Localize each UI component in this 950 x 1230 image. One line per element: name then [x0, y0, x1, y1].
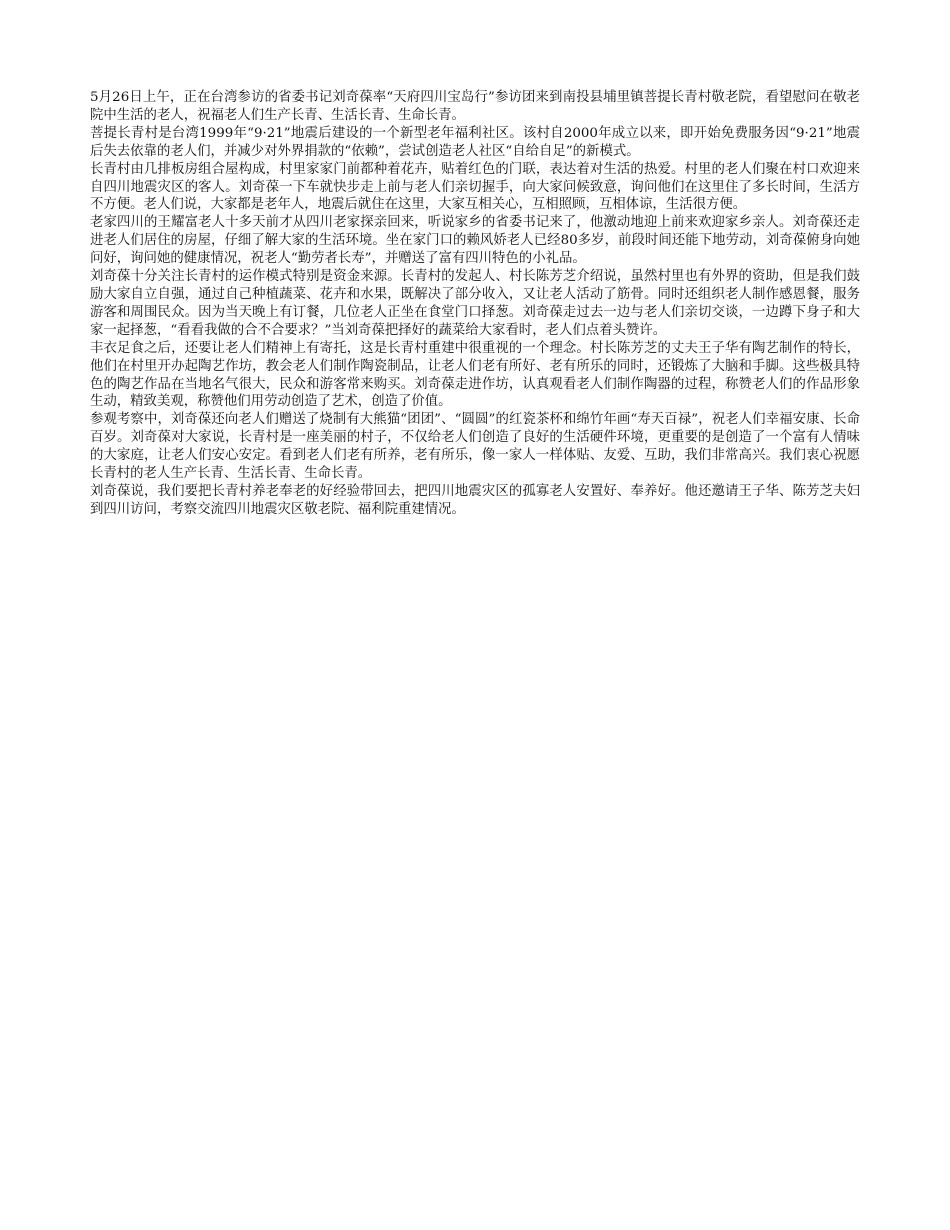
paragraph-5: 刘奇葆十分关注长青村的运作模式特别是资金来源。长青村的发起人、村长陈芳芝介绍说，虽然村里也有外界的资助，但是我们鼓励大家自立自强，通过自己种植蔬菜、花卉和水果，既解决了部分收入，又让老人活动了筋骨。同时还组织老人制作感恩餐，服务游客和周围民众。因为当天晚上有订餐，几位老人正坐在食堂门口择葱。刘奇葆走过去一边与老人们亲切交谈，一边蹲下身子和大家一起择葱，“看看我做的合不合要求？”当刘奇葆把择好的蔬菜给大家看时，老人们点着头赞许。 — [90, 269, 860, 338]
paragraph-4: 老家四川的王耀富老人十多天前才从四川老家探亲回来，听说家乡的省委书记来了，他激动地迎上前来欢迎家乡亲人。刘奇葆还走进老人们居住的房屋，仔细了解大家的生活环境。坐在家门口的赖风娇老人已经80多岁，前段时间还能下地劳动，刘奇葆俯身向她问好，询问她的健康情况，祝老人“勤劳者长寿”，并赠送了富有四川特色的小礼品。 — [90, 215, 860, 267]
paragraph-1: 5月26日上午，正在台湾参访的省委书记刘奇葆率“天府四川宝岛行”参访团来到南投县埔里镇菩提长青村敬老院，看望慰问在敬老院中生活的老人，祝福老人们生产长青、生活长青、生命长青。 — [90, 90, 860, 123]
paragraph-3: 长青村由几排板房组合屋构成，村里家家门前都种着花卉，贴着红色的门联，表达着对生活的热爱。村里的老人们聚在村口欢迎来自四川地震灾区的客人。刘奇葆一下车就快步走上前与老人们亲切握手，向大家问候致意，询问他们在这里住了多长时间，生活方不方便。老人们说，大家都是老年人，地震后就住在这里，大家互相关心，互相照顾，互相体谅，生活很方便。 — [90, 161, 860, 213]
paragraph-8: 刘奇葆说，我们要把长青村养老奉老的好经验带回去，把四川地震灾区的孤寡老人安置好、奉养好。他还邀请王子华、陈芳芝夫妇到四川访问，考察交流四川地震灾区敬老院、福利院重建情况。 — [90, 483, 860, 517]
paragraph-7: 参观考察中，刘奇葆还向老人们赠送了烧制有大熊猫“团团”、“圆圆”的红瓷茶杯和绵竹年画“寿天百禄”，祝老人们幸福安康、长命百岁。刘奇葆对大家说，长青村是一座美丽的村子，不仅给老人们创造了良好的生活硬件环境，更重要的是创造了一个富有人情味的大家庭，让老人们安心安定。看到老人们老有所养，老有所乐，像一家人一样体贴、友爱、互助，我们非常高兴。我们衷心祝愿长青村的老人生产长青、生活长青、生命长青。 — [90, 412, 860, 482]
paragraph-2: 菩提长青村是台湾1999年“9·21”地震后建设的一个新型老年福利社区。该村自2000年成立以来，即开始免费服务因“9·21”地震后失去依靠的老人们，并减少对外界捐款的“依赖”，尝试创造老人社区“自给自足”的新模式。 — [90, 125, 860, 159]
article-body — [90, 89, 860, 519]
paragraph-6: 丰衣足食之后，还要让老人们精神上有寄托，这是长青村重建中很重视的一个理念。村长陈芳芝的丈夫王子华有陶艺制作的特长，他们在村里开办起陶艺作坊，教会老人们制作陶瓷制品，让老人们老有所好、老有所乐的同时，还锻炼了大脑和手脚。这些极具特色的陶艺作品在当地名气很大，民众和游客常来购买。刘奇葆走进作坊，认真观看老人们制作陶器的过程，称赞老人们的作品形象生动，精致美观，称赞他们用劳动创造了艺术，创造了价值。 — [90, 340, 860, 410]
